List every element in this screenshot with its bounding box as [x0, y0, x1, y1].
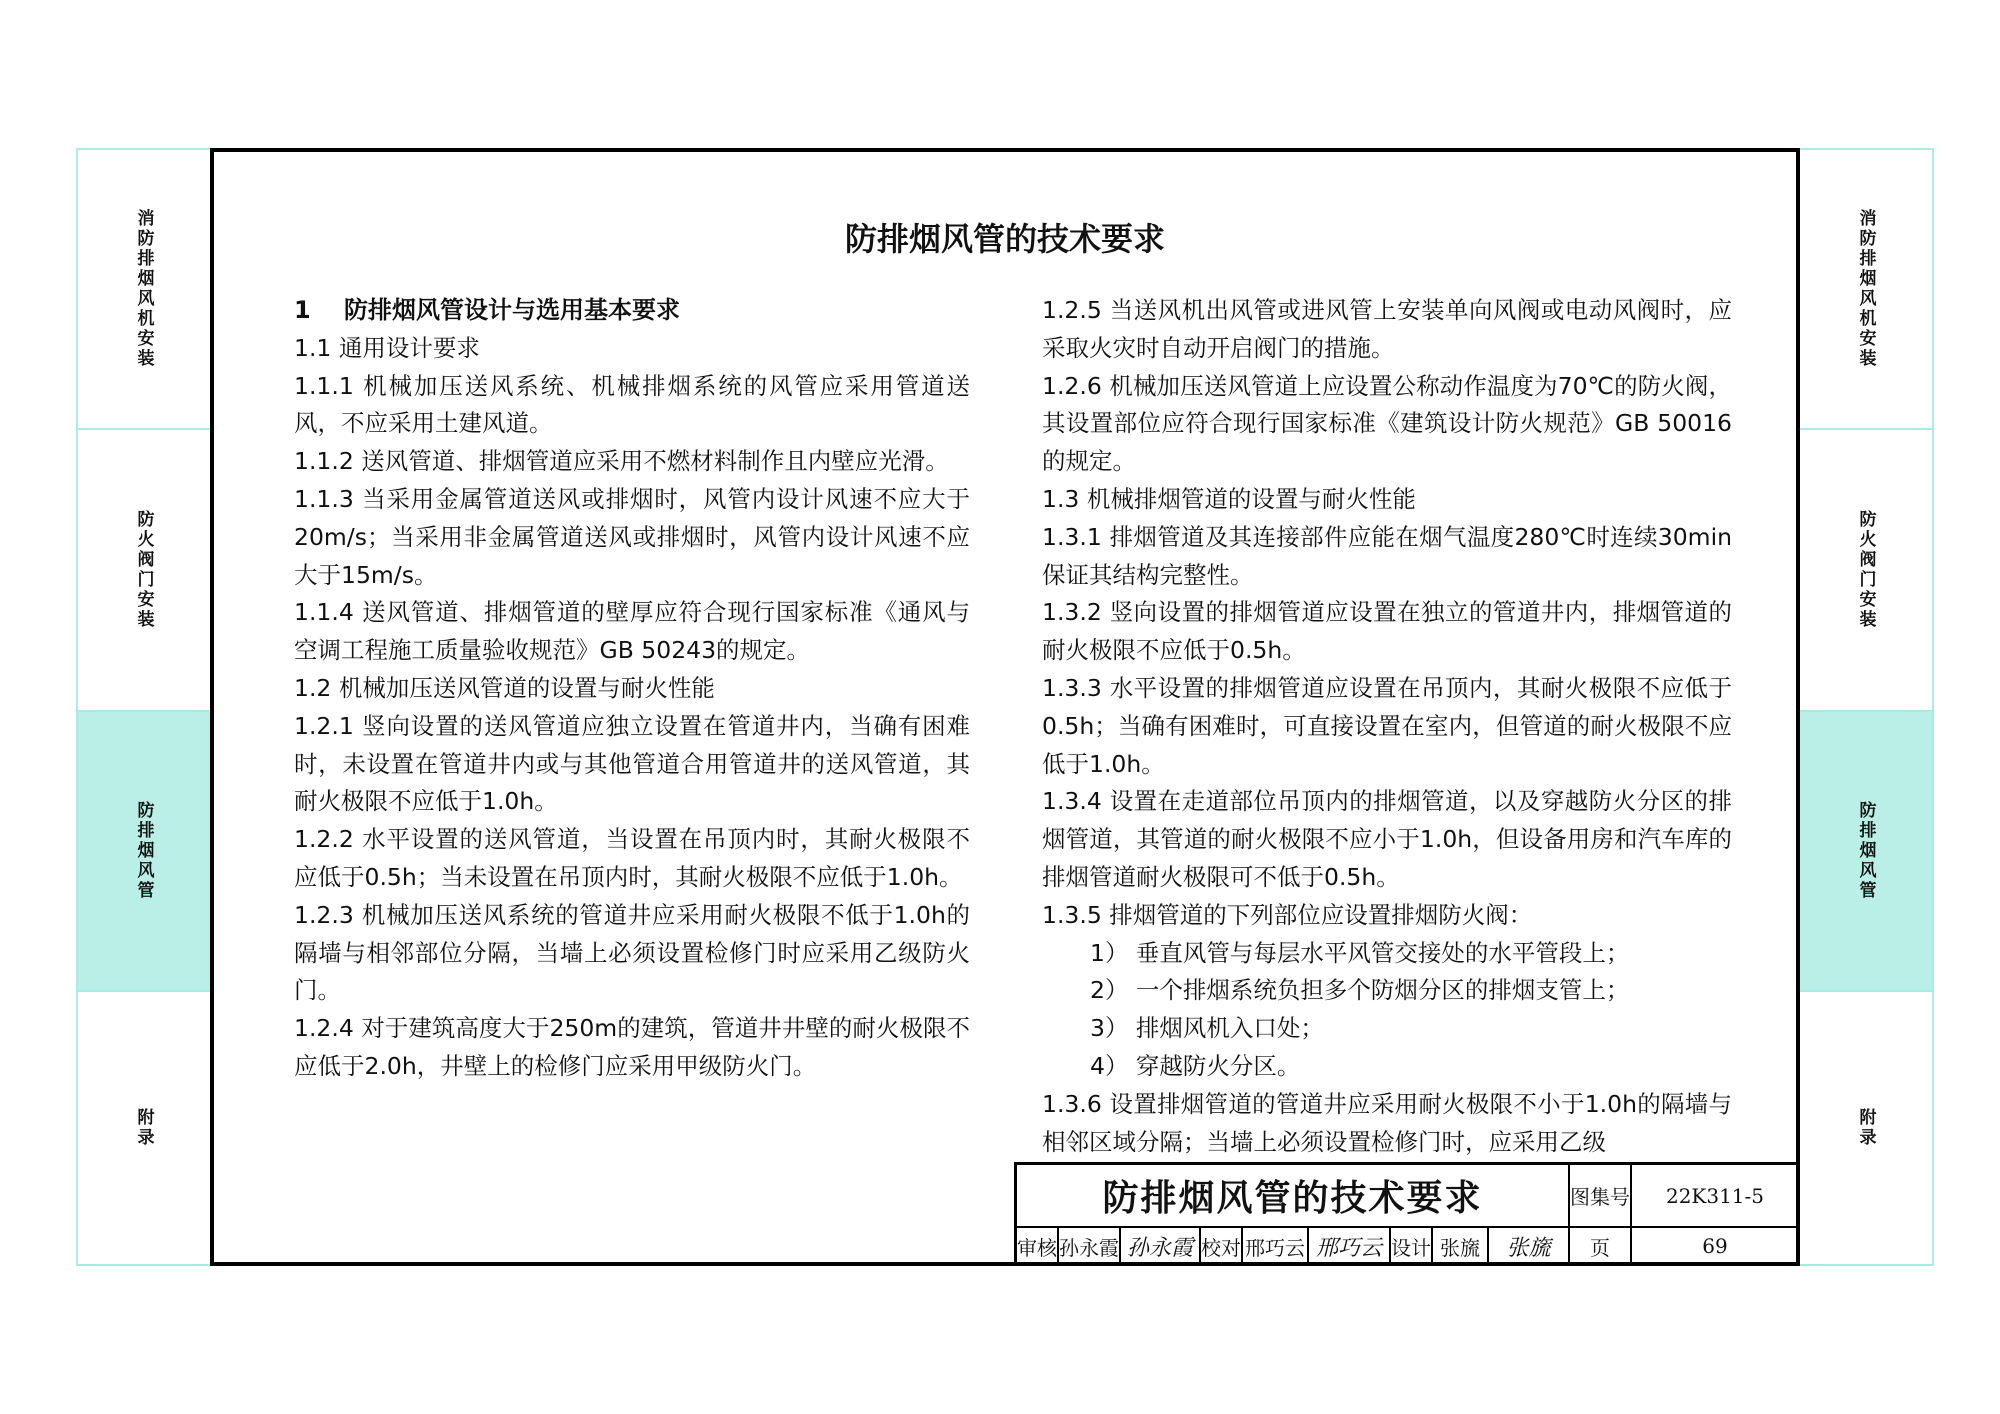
atlas-no-label: 图集号 [1570, 1165, 1632, 1228]
tab-fire-damper[interactable] [1800, 430, 1932, 712]
designer-name: 张旒 [1433, 1228, 1489, 1266]
tab-fan-installation[interactable] [1800, 150, 1932, 430]
designer-signature: 张旒 [1489, 1228, 1570, 1266]
review-label: 审核 [1017, 1228, 1059, 1266]
list-item: 2） 一个排烟系统负担多个防烟分区的排烟支管上； [1090, 976, 1630, 1005]
tab-label: 消防排烟风机安装 [133, 209, 154, 369]
clause-paragraph: 1.3.6 设置排烟管道的管道井应采用耐火极限不小于1.0h的隔墙与相邻区域分隔；当墙上必须设置检修门时，应采用乙级 [1042, 1089, 1732, 1156]
drawing-frame [210, 148, 1800, 1266]
clause-paragraph: 1.3 机械排烟管道的设置与耐火性能 [1042, 484, 1416, 513]
clause-paragraph: 1.1.1 机械加压送风系统、机械排烟系统的风管应采用管道送风，不应采用土建风道。 [294, 371, 970, 438]
section-number: 1 [294, 296, 311, 324]
left-text-column [294, 292, 970, 1086]
left-tab-strip [76, 148, 210, 1266]
list-item: 4） 穿越防火分区。 [1090, 1051, 1301, 1080]
tab-label: 附录 [1855, 1108, 1876, 1148]
checker-signature: 邢巧云 [1309, 1228, 1391, 1266]
drawing-title: 防排烟风管的技术要求 [1017, 1165, 1570, 1228]
tab-smoke-duct[interactable] [78, 712, 210, 992]
check-label: 校对 [1201, 1228, 1243, 1266]
clause-paragraph: 1.2.4 对于建筑高度大于250m的建筑，管道井井壁的耐火极限不应低于2.0h，井壁上的检修门应采用甲级防火门。 [294, 1014, 970, 1080]
right-tab-strip [1800, 148, 1934, 1266]
clause-paragraph: 1.2.3 机械加压送风系统的管道井应采用耐火极限不低于1.0h的隔墙与相邻部位分隔，当墙上必须设置检修门时应采用乙级防火门。 [294, 900, 970, 1005]
section-heading-text: 防排烟风管设计与选用基本要求 [344, 296, 680, 324]
clause-paragraph: 1.1.3 当采用金属管道送风或排烟时，风管内设计风速不应大于20m/s；当采用非金属管道送风或排烟时，风管内设计风速不应大于15m/s。 [294, 484, 970, 589]
tab-label: 防火阀门安装 [1855, 510, 1876, 630]
clause-paragraph: 1.1 通用设计要求 [294, 333, 480, 362]
tab-fire-damper[interactable] [78, 430, 210, 712]
reviewer-name: 孙永霞 [1059, 1228, 1121, 1266]
clause-paragraph: 1.2 机械加压送风管道的设置与耐火性能 [294, 673, 715, 702]
clause-paragraph: 1.3.1 排烟管道及其连接部件应能在烟气温度280℃时连续30min保证其结构完整性。 [1042, 522, 1732, 589]
atlas-no: 22K311-5 [1632, 1165, 1800, 1228]
tab-appendix[interactable] [78, 992, 210, 1264]
clause-paragraph: 1.2.6 机械加压送风管道上应设置公称动作温度为70℃的防火阀，其设置部位应符合现行国家标准《建筑设计防火规范》GB 50016的规定。 [1042, 371, 1732, 476]
page-label: 页 [1570, 1228, 1632, 1266]
clause-paragraph: 1.1.4 送风管道、排烟管道的壁厚应符合现行国家标准《通风与空调工程施工质量验收规范》GB 50243的规定。 [294, 598, 970, 665]
tab-label: 防排烟风管 [1855, 801, 1876, 901]
clause-paragraph: 1.1.2 送风管道、排烟管道应采用不燃材料制作且内壁应光滑。 [294, 447, 949, 476]
list-item: 3） 排烟风机入口处； [1090, 1014, 1324, 1043]
title-block [1014, 1162, 1800, 1266]
clause-paragraph: 1.2.1 竖向设置的送风管道应独立设置在管道井内，当确有困难时，未设置在管道井内或与其他管道合用管道井的送风管道，其耐火极限不应低于1.0h。 [294, 711, 970, 816]
clause-paragraph: 1.3.2 竖向设置的排烟管道应设置在独立的管道井内，排烟管道的耐火极限不应低于0.5h。 [1042, 598, 1732, 665]
design-label: 设计 [1391, 1228, 1433, 1266]
list-item: 1） 垂直风管与每层水平风管交接处的水平管段上； [1090, 938, 1630, 967]
right-text-column [1042, 292, 1732, 1161]
tab-label: 防排烟风管 [133, 801, 154, 901]
clause-paragraph: 1.3.5 排烟管道的下列部位应设置排烟防火阀： [1042, 900, 1533, 929]
tab-label: 防火阀门安装 [133, 510, 154, 630]
clause-paragraph: 1.2.2 水平设置的送风管道，当设置在吊顶内时，其耐火极限不应低于0.5h；当未设置在吊顶内时，其耐火极限不应低于1.0h。 [294, 825, 970, 891]
tab-fan-installation[interactable] [78, 150, 210, 430]
page-number: 69 [1632, 1228, 1800, 1266]
page-title: 防排烟风管的技术要求 [844, 220, 1165, 258]
tab-label: 附录 [133, 1108, 154, 1148]
checker-name: 邢巧云 [1243, 1228, 1309, 1266]
clause-paragraph: 1.2.5 当送风机出风管或进风管上安装单向风阀或电动风阀时，应采取火灾时自动开启阀门的措施。 [1042, 296, 1732, 362]
clause-paragraph: 1.3.3 水平设置的排烟管道应设置在吊顶内，其耐火极限不应低于0.5h；当确有困难时，可直接设置在室内，但管道的耐火极限不应低于1.0h。 [1042, 673, 1732, 778]
tab-label: 消防排烟风机安装 [1855, 209, 1876, 369]
reviewer-signature: 孙永霞 [1121, 1228, 1201, 1266]
clause-paragraph: 1.3.4 设置在走道部位吊顶内的排烟管道，以及穿越防火分区的排烟管道，其管道的耐火极限不应小于1.0h，但设备用房和汽车库的排烟管道耐火极限可不低于0.5h。 [1042, 787, 1732, 891]
tab-smoke-duct[interactable] [1800, 712, 1932, 992]
section-heading [294, 292, 970, 330]
tab-appendix[interactable] [1800, 992, 1932, 1264]
